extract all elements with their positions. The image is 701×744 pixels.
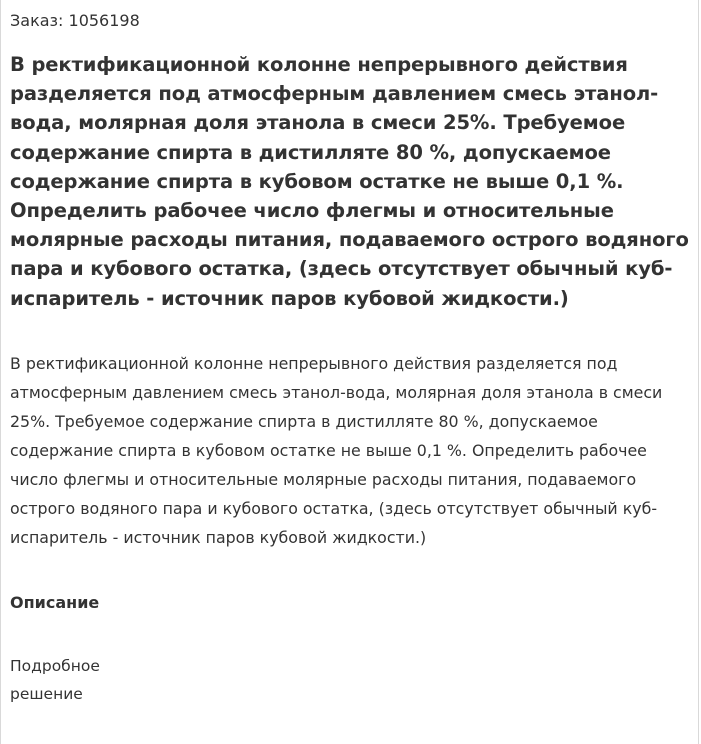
order-number: Заказ: 1056198: [10, 11, 140, 30]
task-heading: В ректификационной колонне непрерывного действия разделяется под атмосферным давлением смесь этанол-вода, молярная доля этанола в смеси 25%. Требуемое содержание спирта в дистилляте 80 %, допускаемое содержание спирта в кубовом остатке не выше 0,1 %. Определить рабочее число флегмы и относительные молярные расходы питания, подаваемого острого водяного пара и кубового остатка, (здесь отсутствует обычный куб-испаритель - источник паров кубовой жидкости.): [10, 53, 689, 310]
description-heading: Описание: [10, 593, 100, 612]
task-body: В ректификационной колонне непрерывного действия разделяется под атмосферным давлением смесь этанол-вода, молярная доля этанола в смеси 25%. Требуемое содержание спирта в дистилляте 80 %, допускаемое содержание спирта в кубовом остатке не выше 0,1 %. Определить рабочее число флегмы и относительные молярные расходы питания, подаваемого острого водяного пара и кубового остатка, (здесь отсутствует обычный куб-испаритель - источник паров кубовой жидкости.): [10, 354, 663, 547]
solution-label: Подробное решение: [10, 657, 100, 703]
